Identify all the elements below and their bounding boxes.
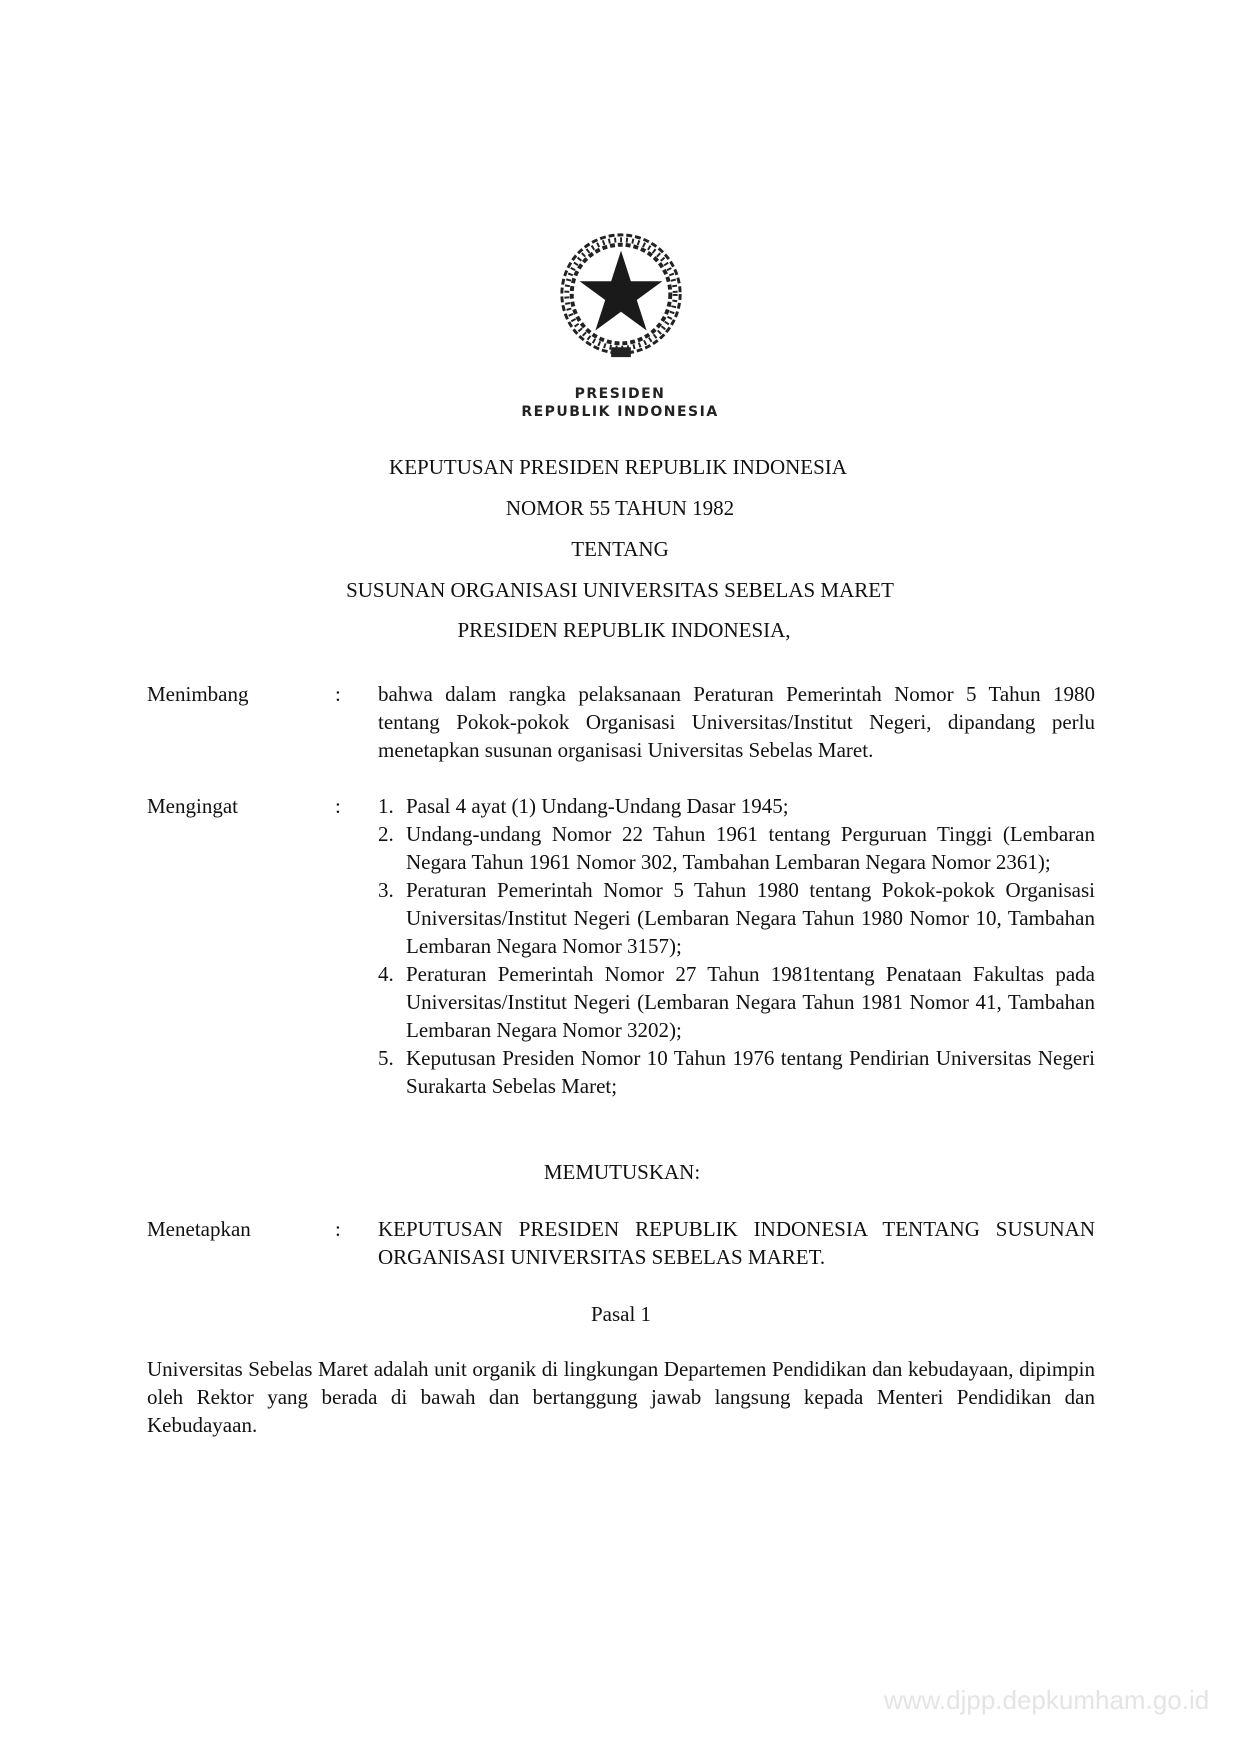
item-text: Peraturan Pemerintah Nomor 5 Tahun 1980 tentang Pokok-pokok Organisasi Universitas/Institut Negeri (Lembaran Negara Tahun 1980 Nomor 10, Tambahan Lembaran Negara Nomor 3157); [406, 878, 1095, 958]
document-issuer: PRESIDEN REPUBLIK INDONESIA, [457, 618, 791, 642]
menetapkan-text: KEPUTUSAN PRESIDEN REPUBLIK INDONESIA TENTANG SUSUNAN ORGANISASI UNIVERSITAS SEBELAS MARET. [378, 1217, 1095, 1269]
memutuskan-heading: MEMUTUSKAN: [543, 1160, 701, 1184]
document-about: TENTANG [571, 537, 669, 561]
colon: : [335, 1217, 341, 1241]
emblem-caption-line2: REPUBLIK INDONESIA [521, 404, 719, 420]
menimbang-text: bahwa dalam rangka pelaksanaan Peraturan Pemerintah Nomor 5 Tahun 1980 tentang Pokok-pokok Organisasi Universitas/Institut Negeri, dipandang perlu menetapkan susunan organisasi Universitas Sebelas Maret. [378, 682, 1095, 762]
item-number: 2. [378, 822, 394, 846]
item-number: 4. [378, 962, 394, 986]
colon: : [335, 682, 341, 706]
document-title: KEPUTUSAN PRESIDEN REPUBLIK INDONESIA [389, 455, 847, 479]
mengingat-list [378, 792, 1095, 1100]
list-item [378, 792, 1095, 820]
document-subject: SUSUNAN ORGANISASI UNIVERSITAS SEBELAS MARET [346, 578, 894, 602]
item-number: 1. [378, 794, 394, 818]
watermark: www.djpp.depkumham.go.id [884, 1685, 1210, 1715]
item-text: Peraturan Pemerintah Nomor 27 Tahun 1981tentang Penataan Fakultas pada Universitas/Institut Negeri (Lembaran Negara Tahun 1981 Nomor 41, Tambahan Lembaran Negara Nomor 3202); [406, 962, 1095, 1042]
item-number: 5. [378, 1046, 394, 1070]
menimbang-label: Menimbang [147, 682, 249, 706]
list-item [378, 1044, 1095, 1100]
list-item [378, 960, 1095, 1044]
pasal-1-heading: Pasal 1 [590, 1302, 652, 1326]
item-number: 3. [378, 878, 394, 902]
presidential-emblem-icon [552, 226, 690, 366]
menetapkan-label: Menetapkan [147, 1217, 251, 1241]
item-text: Keputusan Presiden Nomor 10 Tahun 1976 tentang Pendirian Universitas Negeri Surakarta Sebelas Maret; [406, 1046, 1095, 1098]
document-number: NOMOR 55 TAHUN 1982 [505, 496, 735, 520]
colon: : [335, 794, 341, 818]
list-item [378, 820, 1095, 876]
pasal-1-text: Universitas Sebelas Maret adalah unit organik di lingkungan Departemen Pendidikan dan kebudayaan, dipimpin oleh Rektor yang berada di bawah dan bertanggung jawab langsung kepada Menteri Pendidikan dan Kebudayaan. [147, 1357, 1095, 1437]
list-item [378, 876, 1095, 960]
item-text: Pasal 4 ayat (1) Undang-Undang Dasar 1945; [406, 794, 789, 818]
item-text: Undang-undang Nomor 22 Tahun 1961 tentang Perguruan Tinggi (Lembaran Negara Tahun 1961 Nomor 302, Tambahan Lembaran Negara Nomor 2361); [406, 822, 1095, 874]
emblem-caption-line1: PRESIDEN [574, 386, 666, 402]
mengingat-label: Mengingat [147, 794, 238, 818]
